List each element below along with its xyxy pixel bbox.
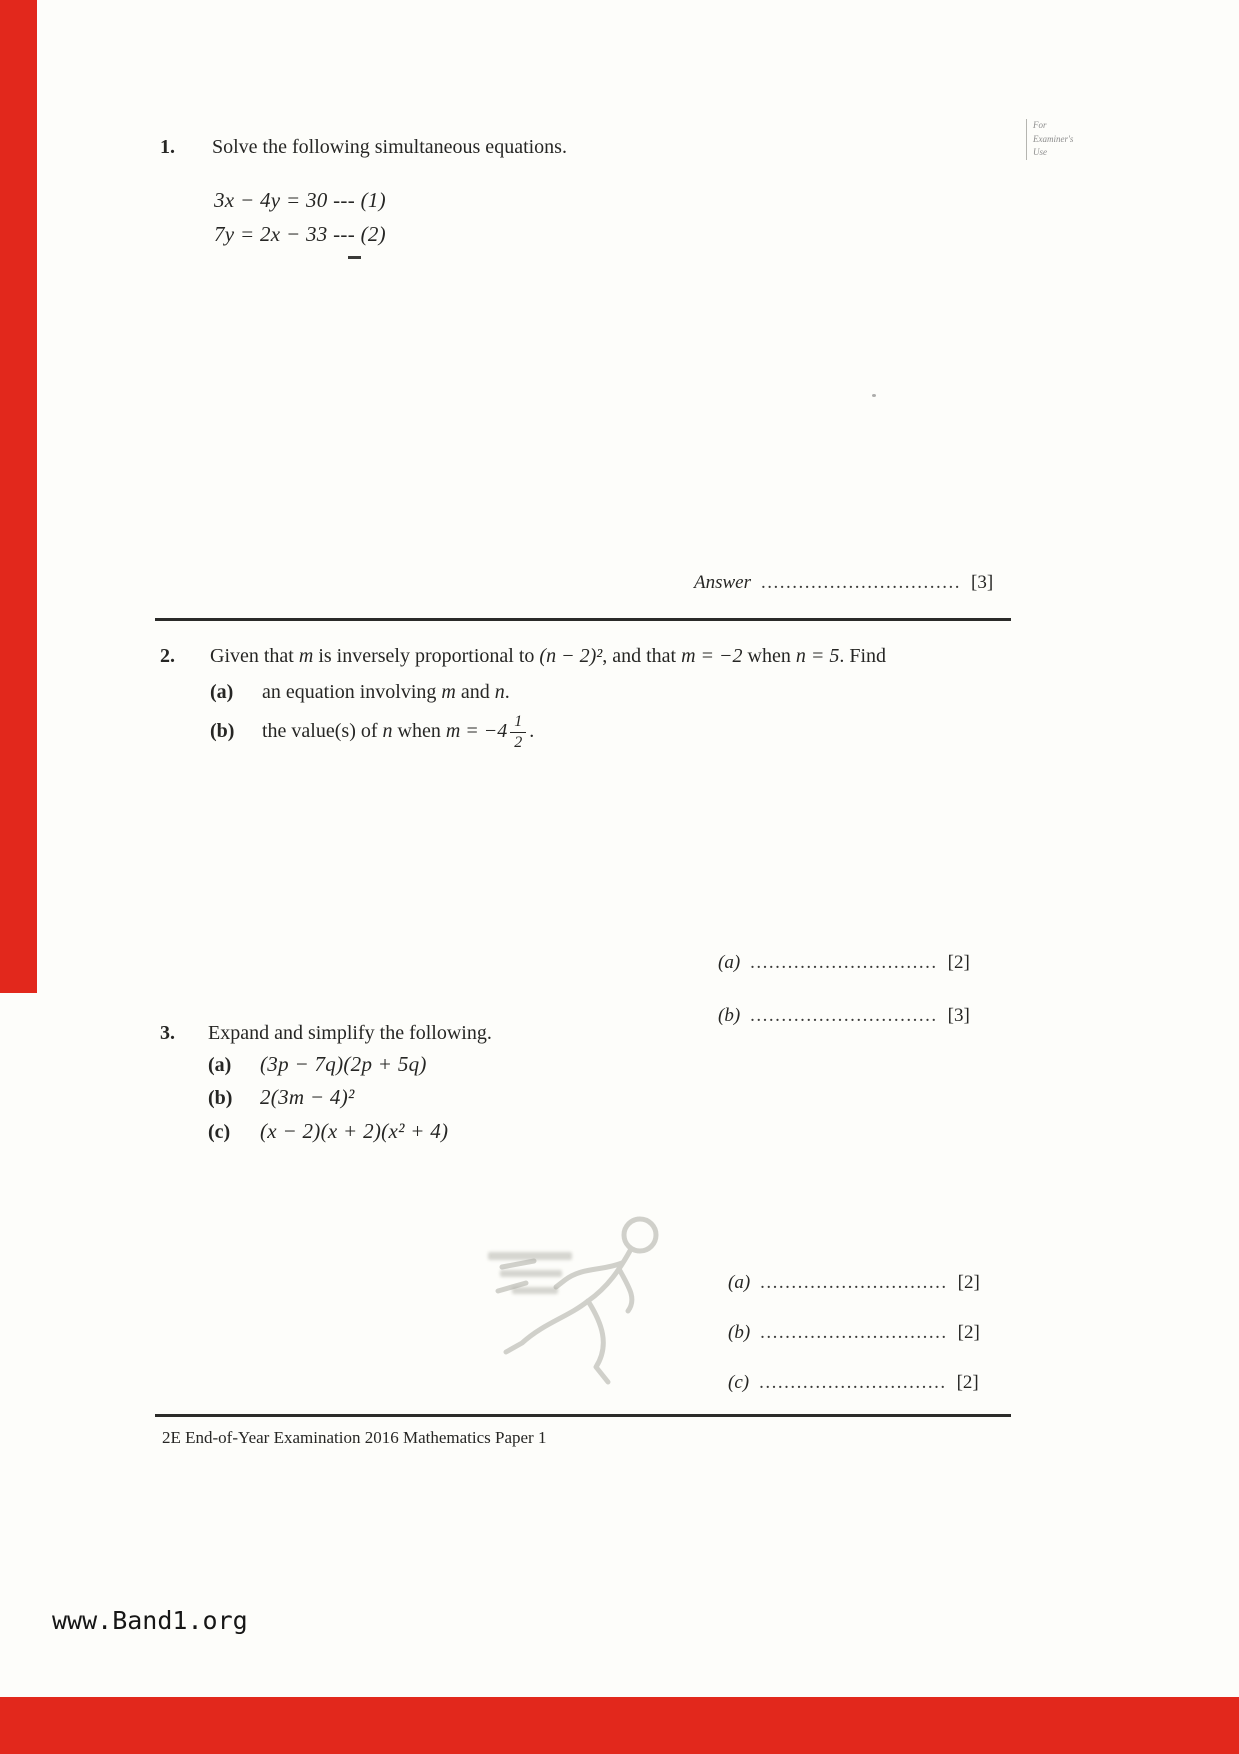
q2-number: 2. <box>160 645 175 667</box>
q1-prompt: Solve the following simultaneous equations. <box>212 136 567 158</box>
q2-answer-b-dots: .............................. <box>750 1005 938 1026</box>
q1-answer-line <box>694 572 993 594</box>
q3-number: 3. <box>160 1022 175 1044</box>
q3-answer-a-marks: [2] <box>957 1272 980 1293</box>
q1-answer-marks: [3] <box>971 572 994 593</box>
q2-prompt-math: m = −2 <box>681 645 743 667</box>
q1-equation-1: 3x − 4y = 30 --- (1) <box>214 188 386 212</box>
q2-prompt-math: (n − 2)² <box>539 645 603 667</box>
q2-part-a-math: n <box>494 681 505 703</box>
q3-part-c-expression: (x − 2)(x + 2)(x² + 4) <box>260 1119 449 1143</box>
q2-part-a <box>210 681 510 704</box>
q3-answer-b-label: (b) <box>728 1322 751 1343</box>
q2-prompt-text: is inversely proportional to <box>313 645 540 667</box>
q2-part-b <box>210 714 534 751</box>
q2-part-b-math: m = −4 <box>445 720 508 743</box>
q3-part-a-label: (a) <box>208 1054 232 1076</box>
section-divider <box>155 618 1011 621</box>
runner-sketch-watermark <box>468 1205 718 1405</box>
q3-part-c-label: (c) <box>208 1121 231 1143</box>
q2-answer-a-marks: [2] <box>947 952 970 973</box>
q2-part-b-period: . <box>529 720 535 743</box>
q2-part-b-label: (b) <box>210 720 235 743</box>
fraction-one-half <box>510 714 526 751</box>
q3-answer-b-marks: [2] <box>957 1322 980 1343</box>
q3-part-b-label: (b) <box>208 1087 233 1109</box>
q1-answer-dots: ................................ <box>761 572 961 593</box>
q2-answer-line-a <box>718 952 970 974</box>
q1-answer-label: Answer <box>694 572 751 593</box>
q2-prompt-math: n = 5 <box>795 645 840 667</box>
examiner-use-box <box>1026 119 1103 160</box>
q3-part-b <box>208 1085 355 1110</box>
fraction-numerator: 1 <box>510 714 526 733</box>
q2-part-a-text: . <box>504 681 510 703</box>
q3-part-a <box>208 1052 427 1077</box>
scan-stray-dash <box>348 256 361 259</box>
scan-red-bottom-strip <box>0 1697 1239 1754</box>
q3-answer-c-marks: [2] <box>956 1372 979 1393</box>
q2-prompt-text: when <box>742 645 796 667</box>
q2-prompt-text: . Find <box>839 645 887 667</box>
examiner-use-line3: Use <box>1033 147 1047 157</box>
q3-answer-a-dots: .............................. <box>760 1272 948 1293</box>
fraction-denominator: 2 <box>514 734 523 751</box>
q2-answer-line-b <box>718 1005 970 1027</box>
q1-equation-2: 7y = 2x − 33 --- (2) <box>214 222 386 246</box>
q3-answer-line-b <box>728 1322 980 1344</box>
q2-part-a-label: (a) <box>210 681 234 703</box>
q2-answer-a-label: (a) <box>718 952 741 973</box>
q2-prompt-text: Given that <box>210 645 299 667</box>
q2-answer-b-marks: [3] <box>947 1005 970 1026</box>
q3-answer-c-dots: .............................. <box>759 1372 947 1393</box>
q3-part-b-expression: 2(3m − 4)² <box>260 1085 355 1109</box>
q2-part-b-math: n <box>382 720 393 743</box>
q2-part-a-text: an equation involving <box>262 681 442 703</box>
examiner-use-line1: For <box>1033 120 1047 130</box>
scan-speck <box>872 394 876 397</box>
footer-rule <box>155 1414 1011 1417</box>
q2-prompt <box>210 645 1000 668</box>
q2-prompt-text: , and that <box>602 645 682 667</box>
scan-red-left-strip <box>0 0 37 993</box>
q3-answer-a-label: (a) <box>728 1272 751 1293</box>
q2-part-b-text: when <box>392 720 446 743</box>
q2-answer-b-label: (b) <box>718 1005 741 1026</box>
q2-part-a-math: m <box>441 681 456 703</box>
q3-answer-b-dots: .............................. <box>760 1322 948 1343</box>
q2-part-b-text: the value(s) of <box>262 720 383 743</box>
q2-part-a-text: and <box>455 681 495 703</box>
q3-prompt: Expand and simplify the following. <box>208 1022 492 1044</box>
q3-answer-c-label: (c) <box>728 1372 750 1393</box>
q3-part-a-expression: (3p − 7q)(2p + 5q) <box>260 1052 427 1076</box>
q3-part-c <box>208 1119 448 1144</box>
q3-answer-line-c <box>728 1372 979 1394</box>
examiner-use-line2: Examiner's <box>1033 133 1074 144</box>
q2-answer-a-dots: .............................. <box>750 952 938 973</box>
q1-number: 1. <box>160 136 175 158</box>
exam-footer-title: 2E End-of-Year Examination 2016 Mathematics Paper 1 <box>162 1428 547 1447</box>
q2-prompt-math: m <box>298 645 314 667</box>
q3-answer-line-a <box>728 1272 980 1294</box>
source-site-watermark: www.Band1.org <box>52 1606 248 1635</box>
